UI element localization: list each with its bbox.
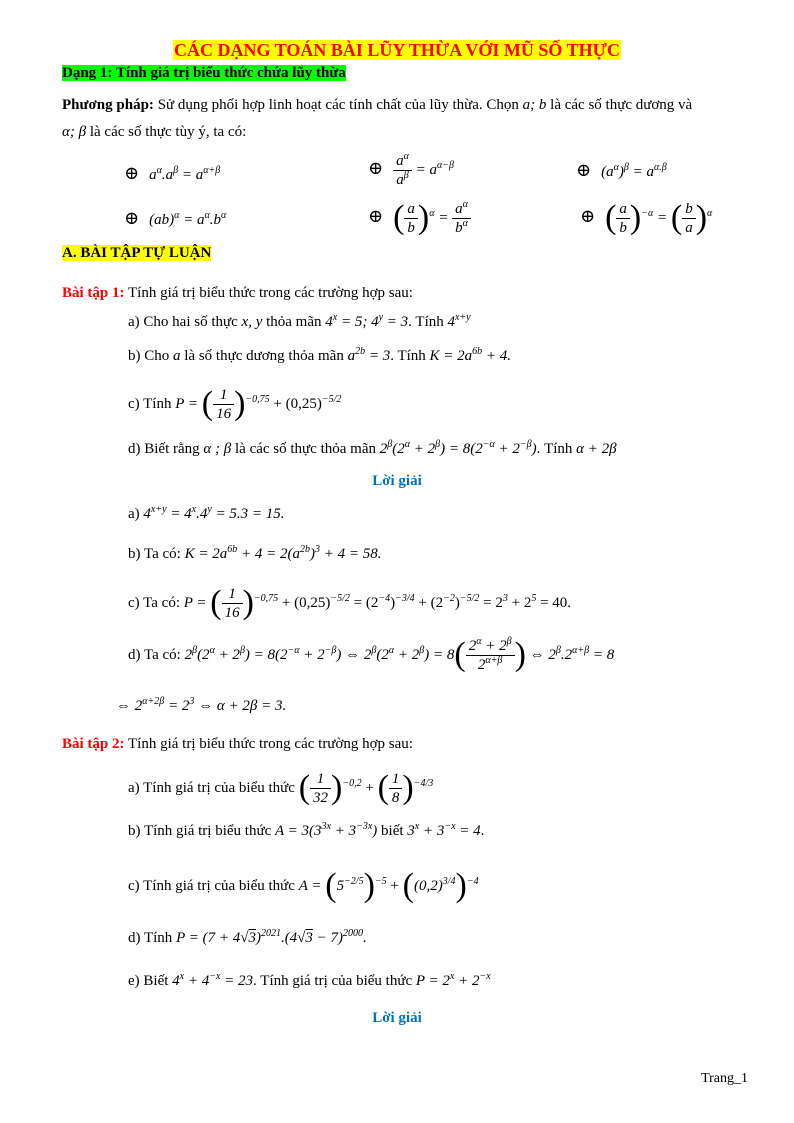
method-paragraph: Phương pháp: Sử dụng phối hợp linh hoạt các tính chất của lũy thừa. Chọn a; b là các số thực dương và α; β là các số thực tùy ý, ta có: — [62, 97, 693, 140]
exercise-1c: c) Tính P = ( $\frac{1}{16}$ )$^{-0,75} + (0,25)^{-5/2}$ — [128, 385, 342, 422]
property-product-power: ⊕ $(ab)^\alpha = a^\alpha.b^\alpha$ — [124, 208, 227, 228]
exercise-2a: a) Tính giá trị của biểu thức ( $\frac{1}{32}$ )$^{-0,2}$ + ( $\frac{1}{8}$ )$^{-4/3}$ — [128, 769, 434, 806]
exercise-1b: b) Cho a là số thực dương thỏa mãn $a^{2b} = 3$. Tính $K = 2a^{6b} + 4$. — [128, 346, 512, 364]
property-negative-power: ⊕ ( $\frac{a}{b}$ )$^{-\alpha}$ = ( $\frac{b}{a}$ )$^\alpha$ — [580, 199, 713, 236]
solution-1b: b) Ta có: $K = 2a^{6b} + 4 = 2(a^{2b})^3 + 4 = 58$. — [128, 544, 382, 562]
solution-heading-2: Lời giải — [372, 1010, 422, 1026]
exercise-2-heading: Bài tập 2: Tính giá trị biểu thức trong các trường hợp sau: — [62, 736, 413, 752]
exercise-1a: a) Cho hai số thực x, y thỏa mãn $4^x = 5$; $4^y = 3$. Tính $4^{x+y}$ — [128, 312, 471, 330]
exercise-2b: b) Tính giá trị biểu thức $A = 3(3^{3x} + 3^{-3x})$ biết $3^x + 3^{-x} = 4$. — [128, 821, 485, 839]
property-fraction-power: ⊕ ( $\frac{a}{b}$ )$^\alpha$ = $\frac{a^\alpha}{b^\alpha}$ — [368, 198, 471, 239]
property-quotient: ⊕ $\frac{a^\alpha}{a^\beta}$ = $a^{\alpha-\beta}$ — [368, 151, 454, 188]
exercise-2c: c) Tính giá trị của biểu thức $A = (5^{-2/5})^{-5} + ((0,2)^{3/4})^{-4}$ — [128, 867, 479, 904]
exercise-2e: e) Biết $4^x + 4^{-x} = 23$. Tính giá trị của biểu thức $P = 2^x + 2^{-x}$ — [128, 971, 491, 989]
solution-1c: c) Ta có: P = ( $\frac{1}{16}$ )$^{-0,75} + (0,25)^{-5/2} = (2^{-4})^{-3/4} + (2^{-2})^{-5/2} = 2^3 + 2^5 = 40$. — [128, 584, 572, 621]
page-footer: Trang_1 — [701, 1071, 748, 1086]
solution-1d-conclusion: ⇔ $2^{\alpha+2\beta} = 2^3$ ⇔ α + 2β = 3. — [116, 696, 287, 714]
section-a-heading: A. BÀI TẬP TỰ LUẬN — [62, 245, 212, 261]
exercise-1-heading: Bài tập 1: Tính giá trị biểu thức trong các trường hợp sau: — [62, 285, 413, 301]
solution-heading-1: Lời giải — [372, 473, 422, 489]
page-title: CÁC DẠNG TOÁN BÀI LŨY THỪA VỚI MŨ SỐ THỰC — [174, 40, 620, 60]
exercise-2d: d) Tính $P = (7 + 4√3)^{2021}.(4√3 - 7)^{2000}$. — [128, 928, 367, 946]
solution-1d: d) Ta có: $2^\beta(2^\alpha + 2^\beta) = 8(2^{-\alpha} + 2^{-\beta})$ ⇔ $2^\beta(2^\alpha + 2^\beta) = 8$( $\frac{2^\alpha + 2^\beta}{2^{\alpha+\beta}}$ ) ⇔ $2^\beta.2^{\alpha+\beta} = 8$ — [128, 635, 615, 673]
section-dang-1: Dạng 1: Tính giá trị biểu thức chứa lũy thừa — [62, 65, 346, 81]
property-product: ⊕ $a^\alpha.a^\beta = a^{\alpha+\beta}$ — [124, 163, 221, 183]
property-power: ⊕ $(a^\alpha)^\beta = a^{\alpha.\beta}$ — [576, 160, 667, 180]
solution-1a: a) $4^{x+y} = 4^x.4^y = 5.3 = 15$. — [128, 504, 285, 522]
exercise-1d: d) Biết rằng α ; β là các số thực thỏa mãn $2^\beta(2^\alpha + 2^\beta) = 8(2^{-\alpha} + 2^{-\beta})$. Tính α + 2β — [128, 439, 617, 457]
